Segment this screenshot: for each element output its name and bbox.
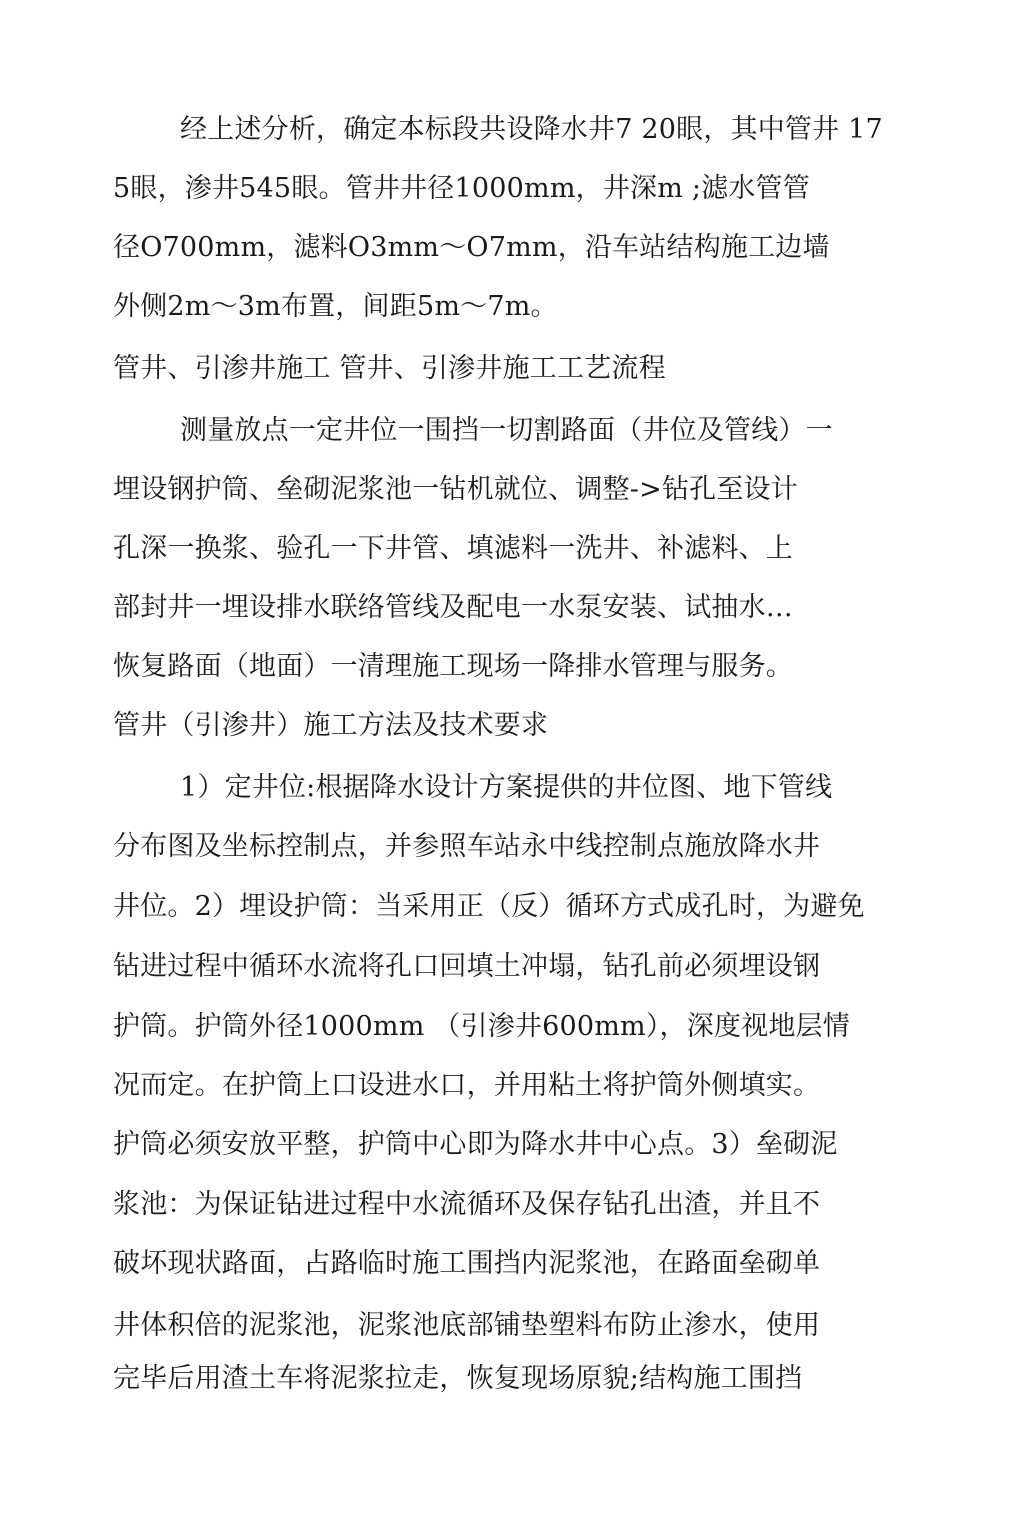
paragraph-line-14: 井位。2）埋设护筒：当采用正（反）循环方式成孔时，为避免 (113, 891, 865, 922)
paragraph-line-16: 护筒。护筒外径1000mm （引渗井600mm），深度视地层情 (113, 1011, 850, 1042)
paragraph-line-9: 部封井一埋设排水联络管线及配电一水泵安装、试抽水… (113, 592, 793, 623)
paragraph-line-17: 况而定。在护筒上口设进水口，并用粘土将护筒外侧填实。 (113, 1070, 821, 1101)
section-heading-1: 管井、引渗井施工 管井、引渗井施工工艺流程 (113, 353, 666, 384)
paragraph-line-12: 1）定井位:根据降水设计方案提供的井位图、地下管线 (180, 772, 833, 803)
paragraph-line-10: 恢复路面（地面）一清理施工现场一降排水管理与服务。 (113, 651, 793, 682)
paragraph-line-3: 径O700mm，滤料O3mm～O7mm，沿车站结构施工边墙 (113, 232, 830, 263)
paragraph-line-8: 孔深一换浆、验孔一下井管、填滤料一洗井、补滤料、上 (113, 533, 793, 564)
paragraph-line-21: 井体积倍的泥浆池，泥浆池底部铺垫塑料布防止渗水，使用 (113, 1310, 821, 1341)
paragraph-line-19: 浆池：为保证钻进过程中水流循环及保存钻孔出渣，并且不 (113, 1189, 821, 1220)
paragraph-line-7: 埋设钢护筒、垒砌泥浆池一钻机就位、调整->钻孔至设计 (113, 474, 798, 505)
paragraph-line-20: 破坏现状路面，占路临时施工围挡内泥浆池，在路面垒砌单 (113, 1248, 821, 1279)
paragraph-line-2: 5眼，渗井545眼。管井井径1000mm，井深m ;滤水管管 (113, 173, 810, 204)
paragraph-line-13: 分布图及坐标控制点，并参照车站永中线控制点施放降水井 (113, 831, 821, 862)
section-heading-2: 管井（引渗井）施工方法及技术要求 (113, 710, 549, 741)
paragraph-line-22: 完毕后用渣土车将泥浆拉走，恢复现场原貌;结构施工围挡 (113, 1363, 803, 1394)
paragraph-line-18: 护筒必须安放平整，护筒中心即为降水井中心点。3）垒砌泥 (113, 1129, 838, 1160)
paragraph-line-15: 钻进过程中循环水流将孔口回填土冲塌，钻孔前必须埋设钢 (113, 951, 821, 982)
paragraph-line-6: 测量放点一定井位一围挡一切割路面（井位及管线）一 (180, 415, 833, 446)
paragraph-line-1: 经上述分析，确定本标段共设降水井7 20眼，其中管井 17 (180, 114, 883, 145)
paragraph-line-4: 外侧2m～3m布置，间距5m～7m。 (113, 291, 558, 322)
